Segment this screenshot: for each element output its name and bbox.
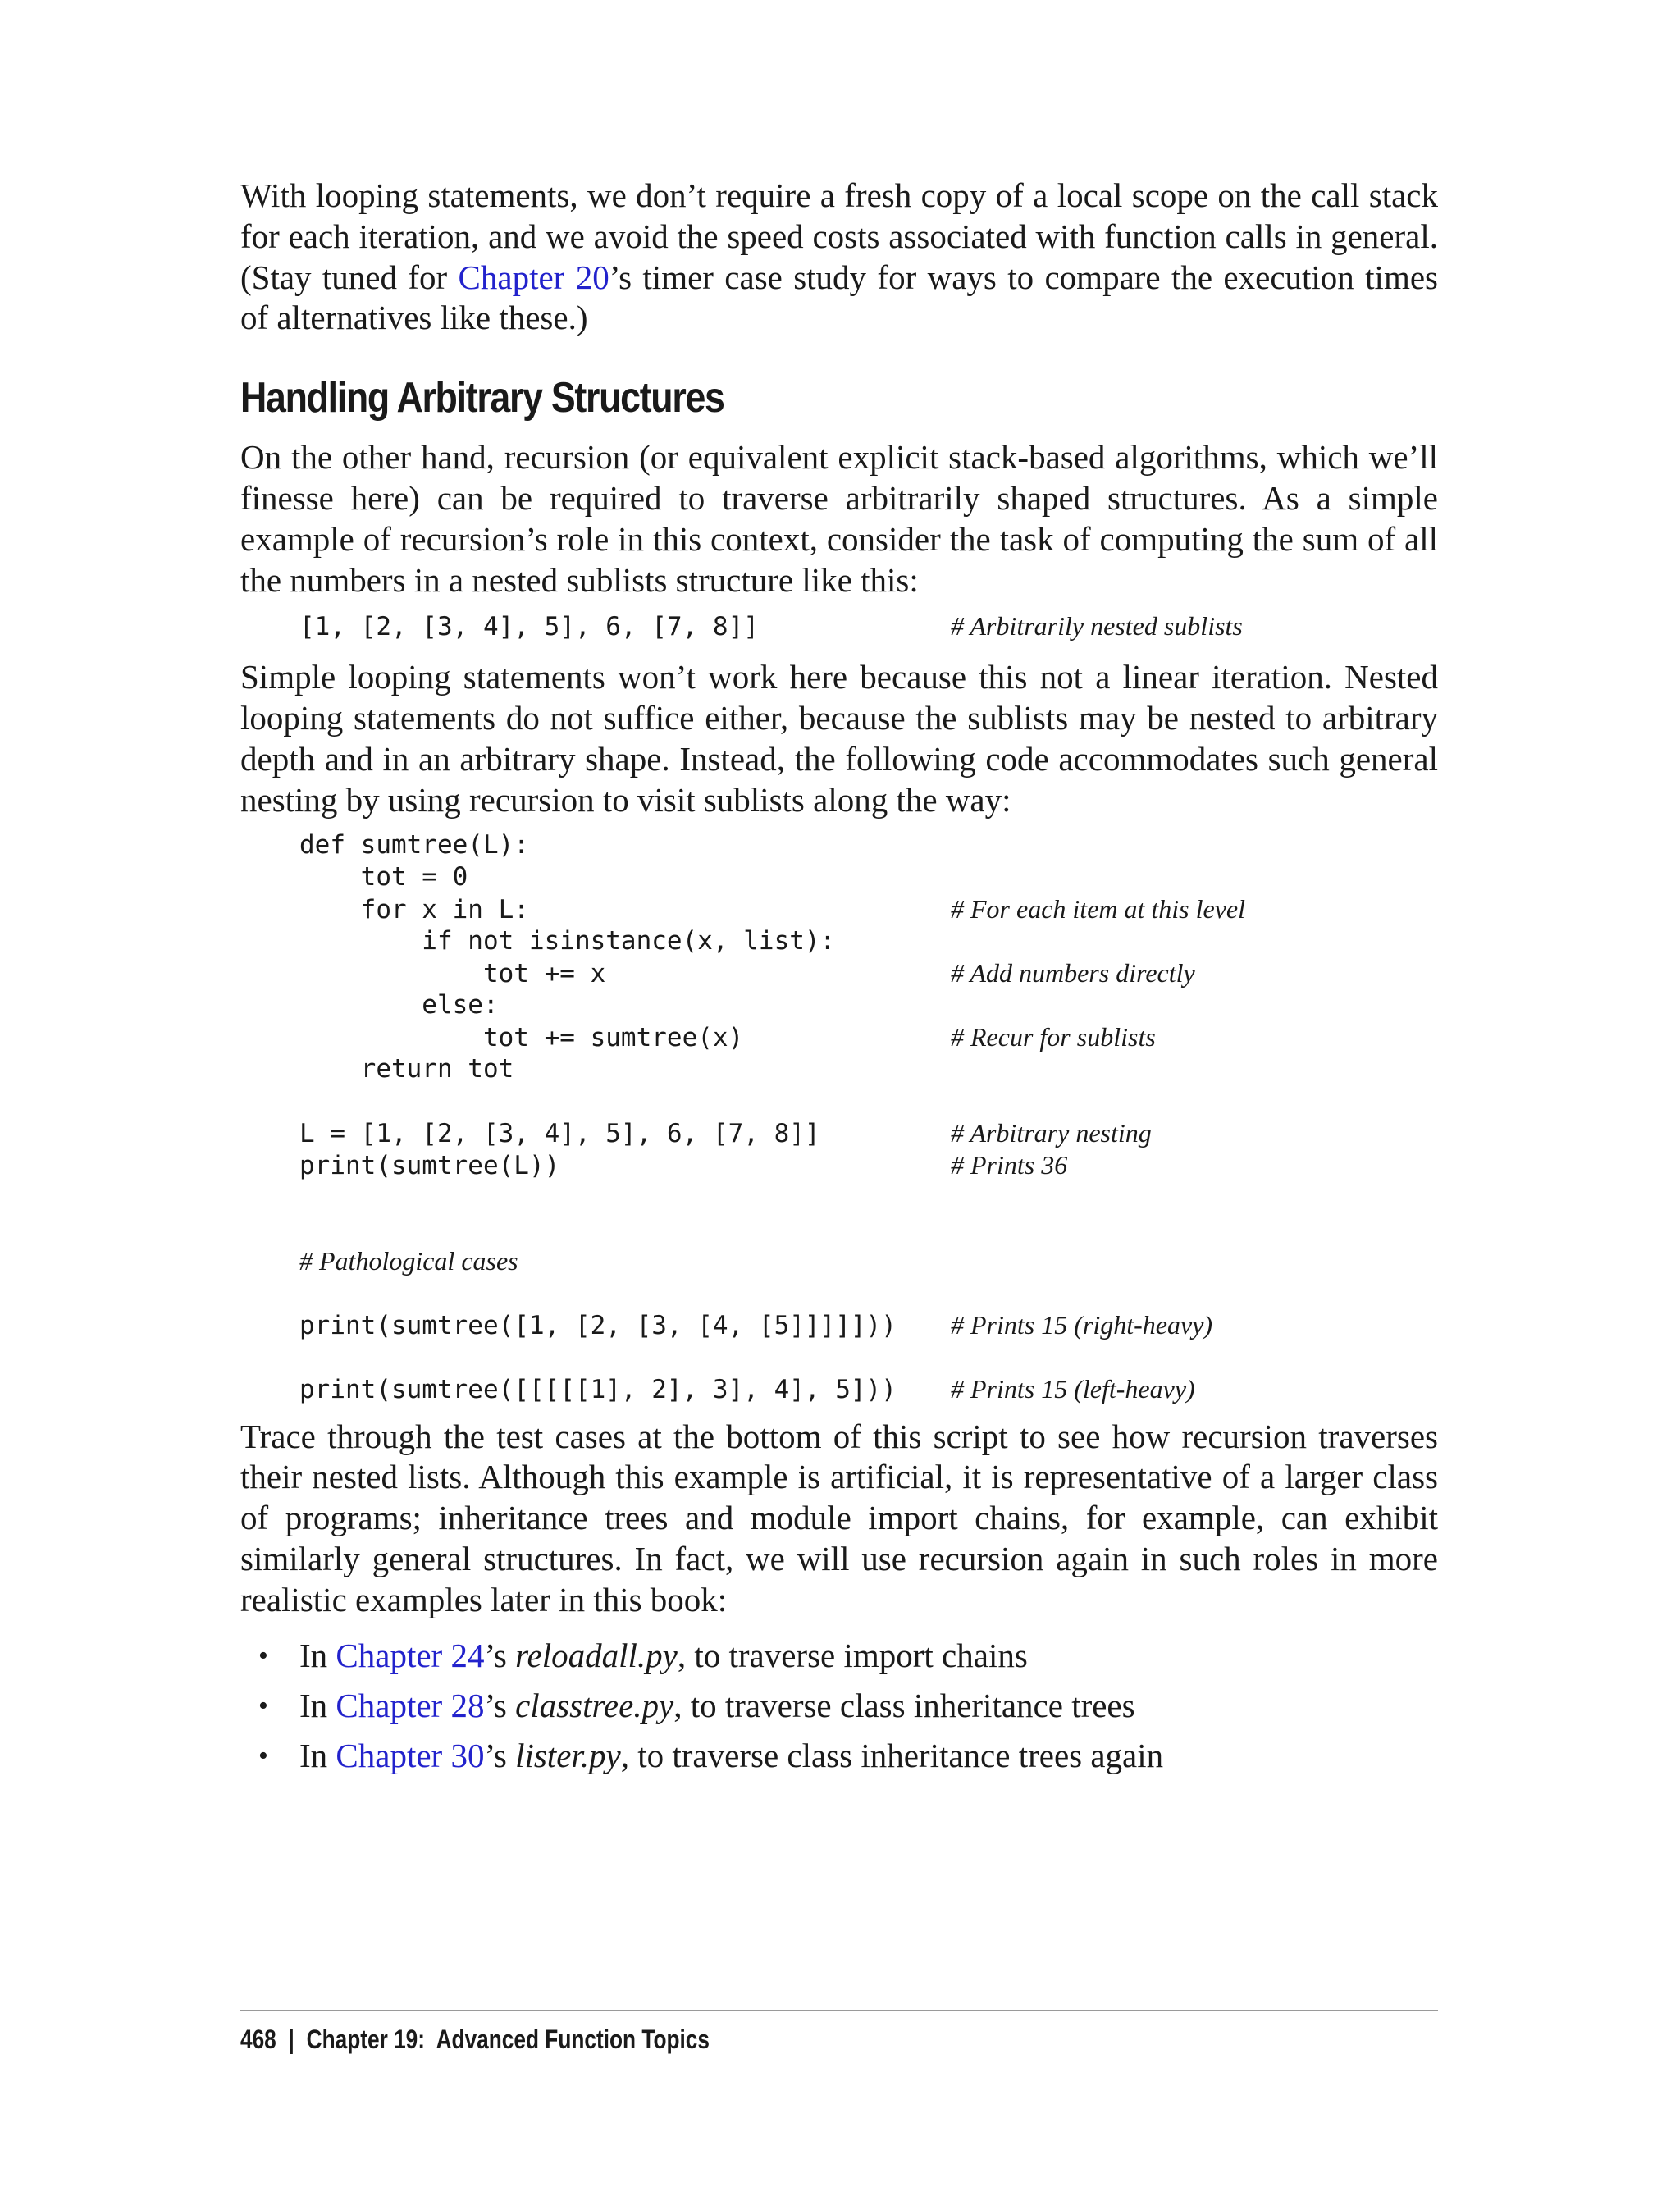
file-name: classtree.py (515, 1686, 674, 1724)
code-comment: # Prints 15 (right-heavy) (951, 1309, 1213, 1340)
code-line (299, 1149, 1438, 1181)
section-heading: Handling Arbitrary Structures (240, 374, 724, 422)
footer-divider (240, 2010, 1438, 2011)
code-text: [1, [2, [3, 4], 5], 6, [7, 8]] (299, 612, 759, 642)
code-text: tot = 0 (299, 861, 468, 892)
list-item-prefix: In (299, 1686, 336, 1724)
bullet-icon: • (258, 1690, 268, 1721)
code-text: tot += x (299, 958, 606, 988)
code-line (299, 1117, 1438, 1149)
code-text: print(sumtree(L)) (299, 1150, 560, 1180)
code-comment: # Recur for sublists (951, 1021, 1156, 1052)
code-text: print(sumtree([[[[[1], 2], 3], 4], 5])) (299, 1374, 897, 1404)
code-line (299, 1373, 1438, 1405)
list-item-possessive: ’s (484, 1736, 516, 1774)
list-item (240, 1681, 1438, 1731)
code-comment: # Arbitrarily nested sublists (951, 611, 1243, 641)
code-line-blank (299, 1181, 1438, 1213)
code-line (299, 829, 1438, 861)
intro-paragraph (240, 176, 1438, 339)
code-comment: # For each item at this level (951, 893, 1246, 924)
list-item-description: , to traverse import chains (677, 1636, 1028, 1674)
footer-separator: | (288, 2025, 294, 2054)
bullet-icon: • (258, 1640, 268, 1671)
list-item (240, 1731, 1438, 1781)
chapter-28-link[interactable]: Chapter 28 (336, 1686, 485, 1724)
code-comment: # Prints 15 (left-heavy) (951, 1373, 1195, 1404)
code-line (299, 1021, 1438, 1053)
code-line-blank (299, 1277, 1438, 1309)
examples-list (240, 1631, 1438, 1781)
code-comment: # Pathological cases (299, 1245, 518, 1276)
code-text: return tot (299, 1053, 514, 1084)
code-line (299, 925, 1438, 957)
chapter-24-link[interactable]: Chapter 24 (336, 1636, 485, 1674)
footer-chapter-title: Chapter 19: Advanced Function Topics (306, 2025, 710, 2054)
code-line-blank (299, 1213, 1438, 1245)
list-item-description: , to traverse class inheritance trees (673, 1686, 1135, 1724)
list-item-possessive: ’s (484, 1636, 516, 1674)
code-text: for x in L: (299, 894, 529, 924)
code-text: if not isinstance(x, list): (299, 925, 836, 956)
code-text: tot += sumtree(x) (299, 1022, 744, 1052)
code-line (299, 989, 1438, 1021)
bullet-icon: • (258, 1740, 268, 1771)
code-text: L = [1, [2, [3, 4], 5], 6, [7, 8]] (299, 1118, 820, 1148)
paragraph-trace-explanation: Trace through the test cases at the bottom of this script to see how recursion traverses their nested lists. Although this example is artificial, it is representative of a larger class of programs; inheritance trees and module import chains, for example, can exhibit similarly general structures. In fact, we will use recursion again in such roles in more realistic examples later in this book: (240, 1417, 1438, 1618)
intro-text-continued: ’s timer case study for ways to compare the execution times of alternatives like these.) (240, 258, 1438, 337)
code-line (299, 957, 1438, 989)
chapter-20-link[interactable]: Chapter 20 (458, 258, 609, 296)
code-text: print(sumtree([1, [2, [3, [4, [5]]]]])) (299, 1310, 897, 1340)
list-item-prefix: In (299, 1736, 336, 1774)
paragraph-looping-limits: Simple looping statements won’t work here because this not a linear iteration. Nested looping statements do not suffice either, because the sublists may be nested to arbitrary depth and in an arbitrary shape. Instead, the following code accommodates such general nesting by using recursion to visit sublists along the way: (240, 658, 1438, 819)
page-footer (240, 2025, 710, 2055)
code-line-blank (299, 1085, 1438, 1117)
file-name: lister.py (515, 1736, 621, 1774)
code-comment: # Add numbers directly (951, 957, 1195, 988)
code-example-sumtree (299, 829, 1438, 1405)
code-text: else: (299, 989, 499, 1020)
code-text: def sumtree(L): (299, 829, 529, 860)
list-item (240, 1631, 1438, 1681)
code-line-blank (299, 1341, 1438, 1373)
code-line-comment (299, 1245, 1438, 1277)
list-item-description: , to traverse class inheritance trees again (620, 1736, 1164, 1774)
page-content (240, 176, 1438, 1781)
code-line (299, 1309, 1438, 1341)
code-line (299, 1053, 1438, 1085)
list-item-prefix: In (299, 1636, 336, 1674)
code-line (299, 893, 1438, 925)
page-number: 468 (240, 2025, 276, 2054)
code-line (299, 861, 1438, 893)
paragraph-recursion-intro: On the other hand, recursion (or equivalent explicit stack-based algorithms, which we’ll finesse here) can be required to traverse arbitrarily shaped structures. As a simple example of recursion’s role in this context, consider the task of computing the sum of all the numbers in a nested sublists structure like this: (240, 438, 1438, 599)
code-comment: # Arbitrary nesting (951, 1117, 1152, 1148)
code-comment: # Prints 36 (951, 1149, 1068, 1180)
code-line (299, 610, 1438, 642)
intro-text: With looping statements, we don’t require a fresh copy of a local scope on the call stack for each iteration, and we avoid the speed costs associated with function calls in general. (Stay tuned for (240, 176, 1438, 296)
chapter-30-link[interactable]: Chapter 30 (336, 1736, 485, 1774)
list-item-possessive: ’s (484, 1686, 516, 1724)
file-name: reloadall.py (515, 1636, 678, 1674)
code-example-nested-list (299, 610, 1438, 642)
